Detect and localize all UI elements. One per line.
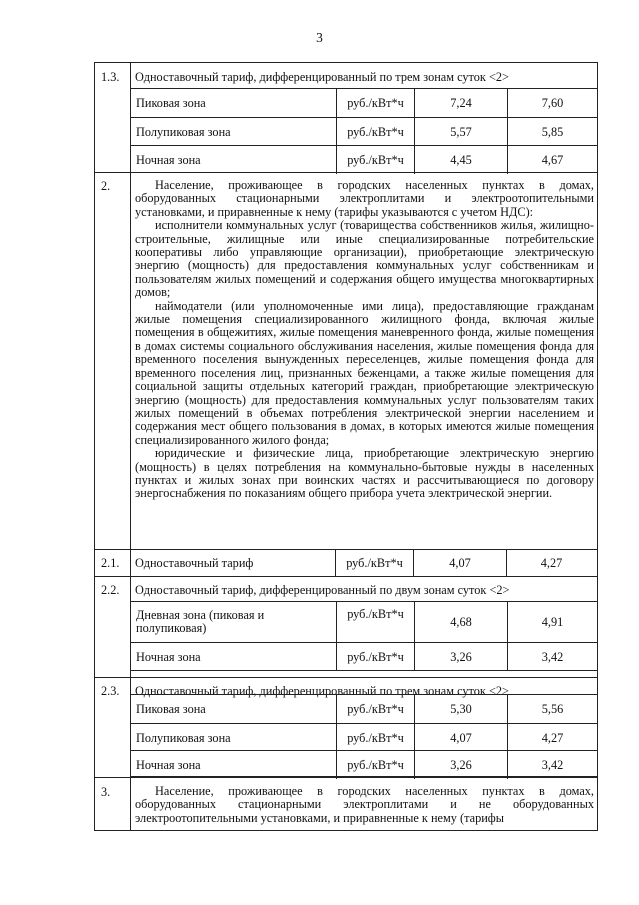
- value-cell: 4,27: [540, 555, 563, 570]
- section-text: [135, 785, 594, 825]
- unit-cell: руб./кВт*ч: [336, 549, 414, 577]
- value-cell: 5,57: [415, 118, 508, 146]
- tariff-subtable: [130, 601, 598, 671]
- value-cell: 3,26: [415, 751, 508, 779]
- zone-label: Пиковая зона: [131, 695, 337, 723]
- paragraph: наймодатели (или уполномоченные ими лица), предоставляющие гражданам жилые помещения специализированного жилищного фонда, включая жилые помещения в общежитиях, жилые помещения маневренного фонда, жилые помещения в домах системы социального обслуживания населения, жилые помещения фонда для временного поселения вынужденных переселенцев, жилые помещения фонда для временного поселения лиц, признанных беженцами, а также жилые помещения для социальной защиты отдельных категорий граждан, приобретающие электрическую энергию (мощность) для предоставления коммунальных услуг пользователям таких жилых помещений в объемах потребления электрической энергии населением и содержания мест общего пользования в домах, в которых имеются жилые помещения специализированного жилого фонда;: [135, 298, 594, 447]
- table-row: [131, 750, 597, 779]
- value-cell: 3,42: [541, 757, 564, 772]
- value-cell: 5,85: [541, 124, 564, 139]
- unit-cell: руб./кВт*ч: [337, 724, 415, 752]
- section-text: [135, 179, 594, 501]
- value-cell: 4,67: [541, 152, 564, 167]
- tariff-subtable: [130, 694, 598, 777]
- value-cell: 4,27: [541, 730, 564, 745]
- table-row: [131, 89, 597, 117]
- value-cell: 7,24: [415, 89, 508, 117]
- zone-label: Полупиковая зона: [131, 724, 337, 752]
- zone-label: Ночная зона: [131, 146, 337, 174]
- section-header: Одноставочный тариф, дифференцированный по трем зонам суток <2>: [135, 684, 509, 698]
- unit-cell: руб./кВт*ч: [337, 118, 415, 146]
- value-cell: 4,45: [415, 146, 508, 174]
- section-header: Одноставочный тариф, дифференцированный по трем зонам суток <2>: [135, 70, 509, 84]
- unit-cell: руб./кВт*ч: [337, 643, 415, 671]
- value-cell: 3,26: [415, 643, 508, 671]
- tariff-label: Одноставочный тариф: [130, 549, 336, 577]
- unit-cell: руб./кВт*ч: [337, 602, 415, 642]
- table-row: [131, 602, 597, 642]
- zone-label: Ночная зона: [131, 643, 337, 671]
- section-header: Одноставочный тариф, дифференцированный по двум зонам суток <2>: [135, 583, 510, 597]
- value-cell: 7,60: [541, 95, 564, 110]
- row-number: 2.2.: [101, 583, 120, 597]
- value-cell: 5,56: [541, 701, 564, 716]
- value-cell: 4,07: [414, 549, 507, 577]
- row-number: 3.: [101, 785, 111, 799]
- tariff-subtable: [130, 88, 598, 173]
- value-cell: 4,68: [415, 602, 508, 642]
- row-number: 2.3.: [101, 684, 120, 698]
- paragraph: Население, проживающее в городских населенных пунктах в домах, оборудованных стационарными электроплитами и не оборудованных электроотопительными установками, и приравненные к нему (тарифы: [135, 784, 594, 825]
- unit-cell: руб./кВт*ч: [337, 751, 415, 779]
- table-row: [131, 695, 597, 723]
- paragraph: Население, проживающее в городских населенных пунктах в домах, оборудованных стационарными электроплитами и электроотопительными установками, и приравненные к нему (тарифы указываются с учетом НДС):: [135, 178, 594, 219]
- unit-cell: руб./кВт*ч: [337, 146, 415, 174]
- zone-label: Ночная зона: [131, 751, 337, 779]
- value-cell: 5,30: [415, 695, 508, 723]
- table-row: [131, 642, 597, 671]
- unit-cell: руб./кВт*ч: [337, 89, 415, 117]
- table-row: [131, 723, 597, 752]
- value-cell: 4,07: [415, 724, 508, 752]
- page-number: 3: [316, 30, 323, 45]
- row-number: 2.1.: [101, 556, 120, 570]
- row-number: 2.: [101, 179, 111, 193]
- unit-cell: руб./кВт*ч: [337, 695, 415, 723]
- zone-label: Пиковая зона: [131, 89, 337, 117]
- zone-label: Дневная зона (пиковая и полупиковая): [131, 602, 337, 642]
- tariff-row: [130, 549, 598, 577]
- value-cell: 3,42: [541, 649, 564, 664]
- table-row: [130, 549, 597, 577]
- row-separator: [94, 677, 598, 678]
- value-cell: 4,91: [541, 614, 564, 629]
- paragraph: юридические и физические лица, приобретающие электрическую энергию (мощность) в целях потребления на коммунально-бытовые нужды в населенных пунктах и жилых зонах при воинских частях и рассчитывающиеся по договору энергоснабжения по показаниям общего прибора учета электрической энергии.: [135, 446, 594, 501]
- table-row: [131, 117, 597, 146]
- table-row: [131, 145, 597, 174]
- paragraph: исполнители коммунальных услуг (товарищества собственников жилья, жилищно-строительные, жилищные или иные специализированные потребительские кооперативы либо управляющие организации), приобретающие электрическую энергию (мощность) для предоставления коммунальных услуг собственникам и пользователям жилых помещений и содержания общего имущества многоквартирных домов;: [135, 218, 594, 300]
- row-number: 1.3.: [101, 70, 120, 84]
- zone-label: Полупиковая зона: [131, 118, 337, 146]
